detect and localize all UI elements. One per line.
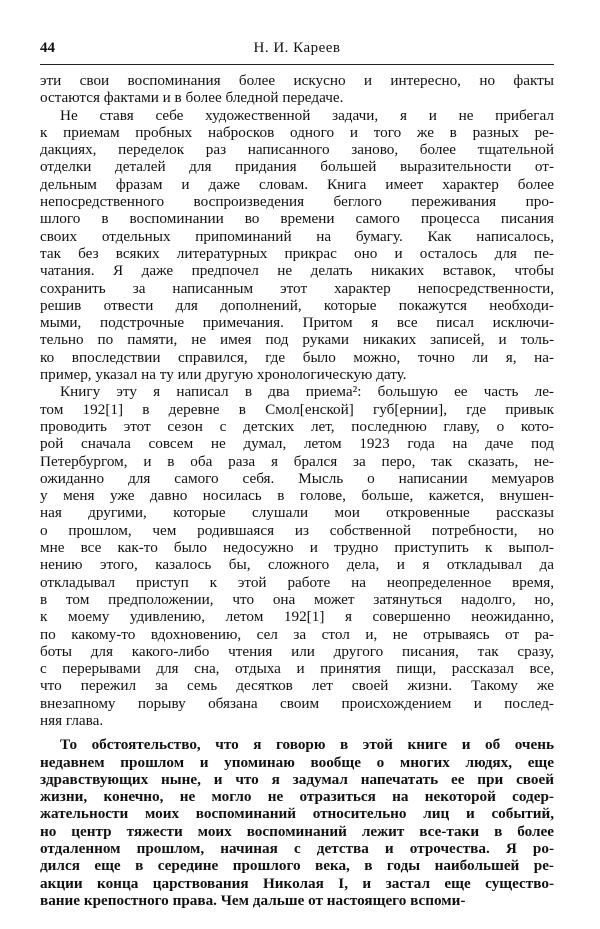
text-line: чатания. Я даже предпочел не делать никаких вставок, чтобы [40, 262, 554, 280]
text-line: недавнем прошлом и упоминаю вообще о многих людях, еще [40, 753, 554, 771]
text-line: мыми, подстрочные примечания. Притом я все писал исключи- [40, 314, 554, 332]
text-line: акции конца царствования Николая I, и застал еще существо- [40, 874, 554, 892]
text-line: дился еще в середине прошлого века, в годы наибольшей ре- [40, 857, 554, 875]
text-line: непосредственного воспроизведения беглого переживания про- [40, 193, 554, 211]
text-line: так без всяких литературных прикрас оно и осталось для пе- [40, 244, 554, 262]
text-line: в том предположении, что она может затянуться надолго, но, [40, 590, 554, 608]
text-line: вание крепостного права. Чем дальше от настоящего вспоми- [40, 891, 466, 909]
text-line: шлого в воспоминании во времени самого процесса писания [40, 210, 554, 228]
text-line: жательности моих воспоминаний относительно лиц и событий, [40, 805, 554, 823]
paragraph-2 [40, 107, 554, 384]
paragraph-4 [40, 736, 554, 909]
text-line: жизни, конечно, не могло не отразиться на некоторой содер- [40, 788, 554, 806]
text-line: решив отвести для дополнений, которые покажутся необходи- [40, 296, 554, 314]
text-line: остаются фактами и в более бледной передаче. [40, 89, 344, 107]
page-header [40, 40, 554, 60]
text-line: но центр тяжести моих воспоминаний лежит все-таки в более [40, 822, 554, 840]
running-title: Н. И. Кареев [253, 40, 341, 56]
text-line: мне все как-то было недосужно и трудно приступить к выпол- [40, 539, 554, 557]
page-body [40, 72, 554, 909]
text-line: ная другими, которые слушали мои откровенные рассказы [40, 504, 554, 522]
text-line: проводить этот сезон с детских лет, последнюю главу, о кото- [40, 417, 554, 435]
text-line: своих отдельных припоминаний на бумагу. Как написалось, [40, 227, 554, 245]
text-line: отдаленном прошлом, начиная с детства и отрочества. Я ро- [40, 840, 554, 858]
text-line: тельно по памяти, не имея под руками никаких записей, и толь- [40, 331, 554, 349]
text-line: пример, указал на ту или другую хронологическую дату. [40, 366, 407, 384]
text-line: Книгу эту я написал в два приема²: большую ее часть ле- [60, 383, 554, 401]
text-line: Не ставя себе художественной задачи, я и не прибегал [60, 106, 554, 124]
header-rule [40, 64, 554, 65]
text-line: Петербургом, и в оба раза я брался за перо, так сказать, не- [40, 452, 554, 470]
text-line: рой сначала совсем не думал, летом 1923 года на даче под [40, 435, 554, 453]
text-line: по какому-то вдохновению, сел за стол и, не отрываясь от ра- [40, 625, 554, 643]
text-line: здравствующих ныне, и что я задумал напечатать ее при своей [40, 770, 554, 788]
text-line: дельным фразам и даже словам. Книга имеет характер более [40, 175, 554, 193]
paragraph-3 [40, 383, 554, 729]
text-line: что пережил за семь десятков лет своей жизни. Такому же [40, 677, 554, 695]
text-line: дакциях, переделок раз написанного заново, более тщательной [40, 141, 554, 159]
text-line: к приемам пробных набросков одного и того же в разных ре- [40, 123, 554, 141]
text-line: внезапному порыву обязана своим происхождением и послед- [40, 694, 554, 712]
text-line: с перерывами для сна, отдыха и принятия пищи, рассказал все, [40, 660, 554, 678]
paragraph-1 [40, 72, 554, 107]
page-number: 44 [40, 40, 55, 56]
text-line: эти свои воспоминания более искусно и интересно, но факты [40, 72, 554, 89]
text-line: ко впоследствии справился, где было можно, точно ли я, на- [40, 348, 554, 366]
text-line: сохранить за написанным этот характер непосредственности, [40, 279, 554, 297]
text-line: ожиданно для самого себя. Мысль о написании мемуаров [40, 469, 554, 487]
text-line: нению этого, казалось бы, сложного дела, и я откладывал да [40, 556, 554, 574]
text-line: к моему удивлению, летом 192[1] я совершенно неожиданно, [40, 608, 554, 626]
text-line: боты для какого-либо чтения или другого писания, так сразу, [40, 642, 554, 660]
text-line: том 192[1] в деревне в Смол[енской] губ[ернии], где привык [40, 400, 554, 418]
text-line: То обстоятельство, что я говорю в этой книге и об очень [60, 736, 554, 754]
text-line: о прошлом, чем родившаяся из собственной потребности, но [40, 521, 554, 539]
text-line: откладывал приступ к этой работе на неопределенное время, [40, 573, 554, 591]
text-line: отделки деталей для придания большей выразительности от- [40, 158, 554, 176]
text-line: у меня уже давно носилась в голове, больше, кажется, внушен- [40, 487, 554, 505]
text-line: няя глава. [40, 711, 104, 729]
